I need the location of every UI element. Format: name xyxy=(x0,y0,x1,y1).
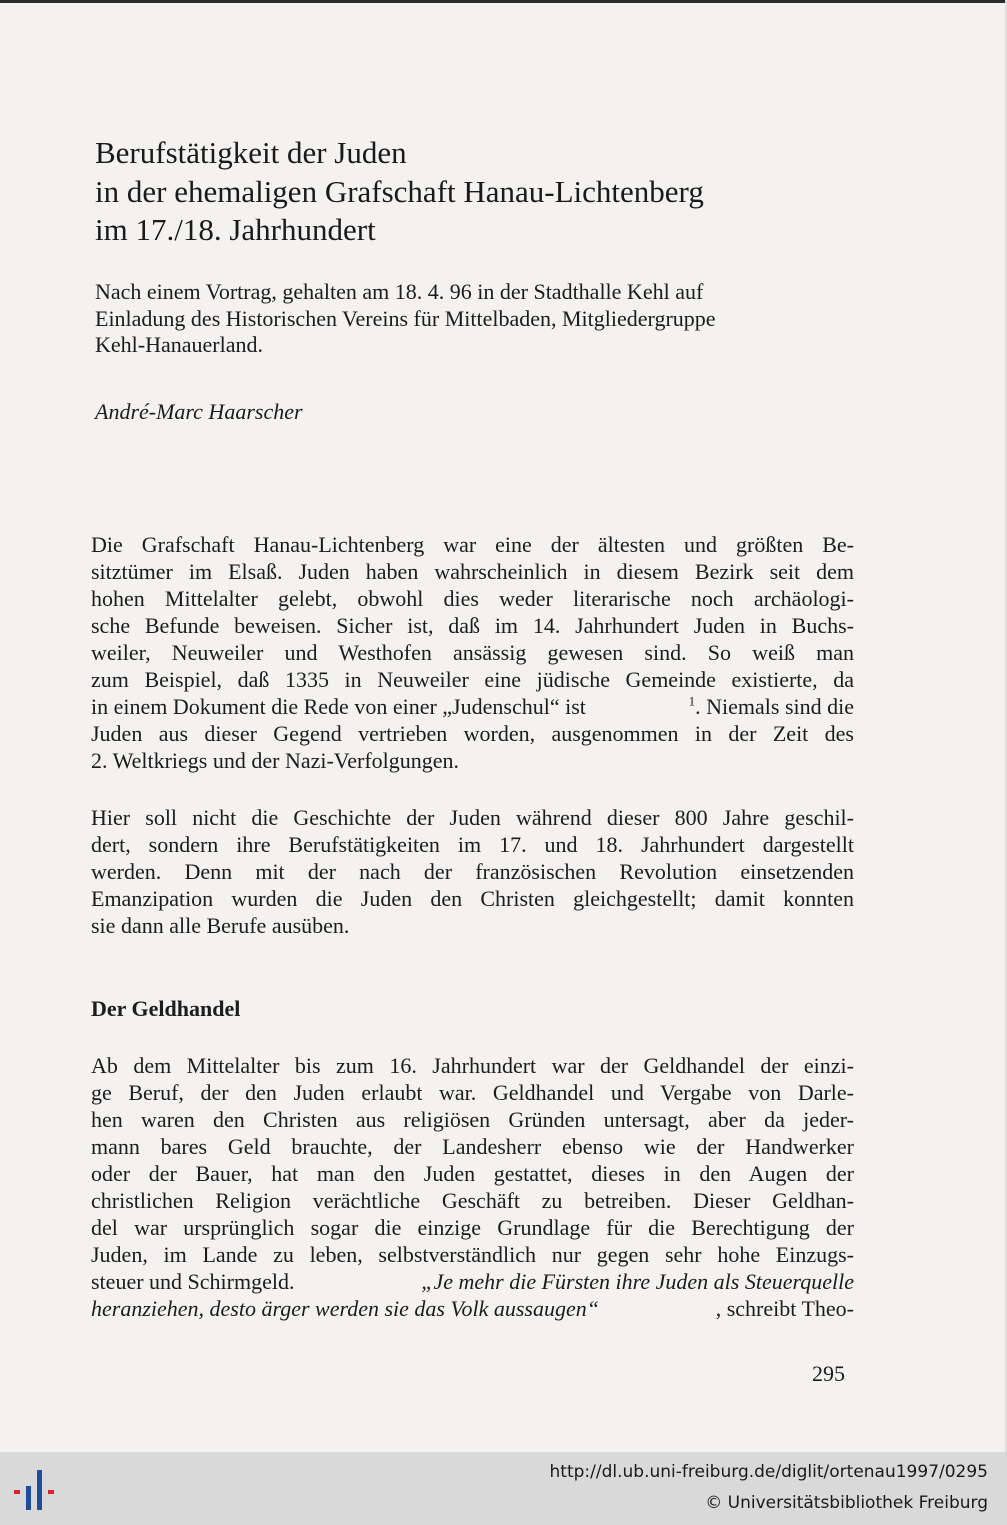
title-line: im 17./18. Jahrhundert xyxy=(95,212,376,247)
title-line: in der ehemaligen Grafschaft Hanau-Lichtenberg xyxy=(95,173,704,209)
text-line: 2. Weltkriegs und der Nazi-Verfolgungen. xyxy=(91,748,460,773)
text-line: mann bares Geld brauchte, der Landesherr ebenso wie der Handwerker xyxy=(91,1134,854,1159)
text-line: dert, sondern ihre Berufstätigkeiten im 17. und 18. Jahrhundert dargestellt xyxy=(91,832,854,857)
quote-segment: „Je mehr die Fürsten ihre Juden als Steuerquelle xyxy=(421,1269,854,1294)
text-line: hohen Mittelalter gelebt, obwohl dies weder literarische noch archäologi- xyxy=(91,586,854,611)
text-line: ge Beruf, der den Juden erlaubt war. Geldhandel und Vergabe von Darle- xyxy=(91,1080,854,1105)
library-footer xyxy=(0,1452,1007,1525)
text-line: christlichen Religion verächtliche Geschäft zu betreiben. Dieser Geldhan- xyxy=(91,1188,854,1213)
footnote-reference[interactable]: 1 xyxy=(688,693,696,709)
text-line: sie dann alle Berufe ausüben. xyxy=(91,913,350,938)
paragraph-money-trade xyxy=(91,1052,854,1322)
text-line-with-quote xyxy=(91,1268,854,1295)
paragraph-intro xyxy=(91,531,854,774)
text-segment: steuer und Schirmgeld. xyxy=(91,1269,295,1294)
article-title xyxy=(95,134,855,250)
author-name: André-Marc Haarscher xyxy=(95,399,303,424)
page-top-edge xyxy=(0,0,1007,3)
text-line: Ab dem Mittelalter bis zum 16. Jahrhundert war der Geldhandel der einzi- xyxy=(91,1053,854,1078)
text-line-with-quote xyxy=(91,1295,854,1322)
subtitle-line: Nach einem Vortrag, gehalten am 18. 4. 96 in der Stadthalle Kehl auf xyxy=(95,279,704,304)
text-line: werden. Denn mit der nach der französischen Revolution einsetzenden xyxy=(91,859,854,884)
page-number: 295 xyxy=(812,1361,845,1386)
text-line: zum Beispiel, daß 1335 in Neuweiler eine jüdische Gemeinde existierte, da xyxy=(91,667,854,692)
copyright-notice: © Universitätsbibliothek Freiburg xyxy=(705,1493,988,1513)
text-line: Juden, im Lande zu leben, selbstverständlich nur gegen sehr hohe Einzugs- xyxy=(91,1242,854,1267)
text-segment: . Niemals sind die xyxy=(695,694,854,719)
paragraph-scope xyxy=(91,804,854,939)
text-line: del war ursprünglich sogar die einzige Grundlage für die Berechtigung der xyxy=(91,1215,854,1240)
title-line: Berufstätigkeit der Juden xyxy=(95,135,407,170)
text-line: weiler, Neuweiler und Westhofen ansässig gewesen sind. So weiß man xyxy=(91,640,854,665)
text-line: Die Grafschaft Hanau-Lichtenberg war eine der ältesten und größten Be- xyxy=(91,532,854,557)
subtitle-line: Einladung des Historischen Vereins für Mittelbaden, Mitgliedergruppe xyxy=(95,305,716,331)
text-line: hen waren den Christen aus religiösen Gründen untersagt, aber da jeder- xyxy=(91,1107,854,1132)
library-logo-icon xyxy=(14,1464,64,1514)
text-line: Hier soll nicht die Geschichte der Juden während dieser 800 Jahre geschil- xyxy=(91,805,854,830)
text-line: Emanzipation wurden die Juden den Christen gleichgestellt; damit konnten xyxy=(91,886,854,911)
subtitle-line: Kehl-Hanauerland. xyxy=(95,332,263,357)
text-line: sche Befunde beweisen. Sicher ist, daß im 14. Jahrhundert Juden in Buchs- xyxy=(91,613,854,638)
article-subtitle xyxy=(95,279,815,359)
quote-segment: heranziehen, desto ärger werden sie das Volk aussaugen“ xyxy=(91,1296,599,1321)
footnote-wrap xyxy=(689,693,854,720)
permalink-url[interactable]: http://dl.ub.uni-freiburg.de/diglit/ortenau1997/0295 xyxy=(549,1462,988,1482)
text-line: oder der Bauer, hat man den Juden gestattet, dieses in den Augen der xyxy=(91,1161,854,1186)
text-line-with-footnote xyxy=(91,693,854,720)
text-segment: in einem Dokument die Rede von einer „Judenschul“ ist xyxy=(91,694,586,719)
text-segment: , schreibt Theo- xyxy=(715,1296,854,1321)
text-line: Juden aus dieser Gegend vertrieben worden, ausgenommen in der Zeit des xyxy=(91,721,854,746)
section-heading: Der Geldhandel xyxy=(91,996,241,1021)
text-line: sitztümer im Elsaß. Juden haben wahrscheinlich in diesem Bezirk seit dem xyxy=(91,559,854,584)
